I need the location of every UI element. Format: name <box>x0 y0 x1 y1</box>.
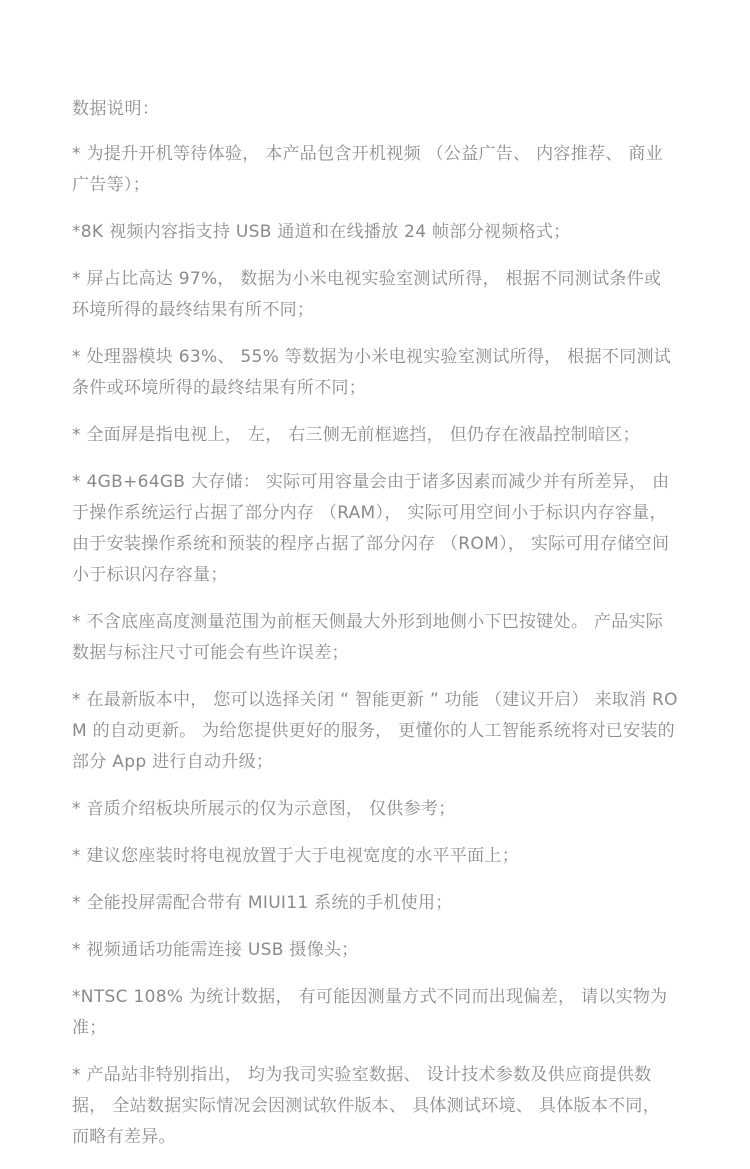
note-screen-cast: * 全能投屏需配合带有 MIUI11 系统的手机使用； <box>72 893 453 913</box>
note-lab-data: * 产品站非特别指出， 均为我司实验室数据、 设计技术参数及供应商提供数据， 全站数据实际情况会因测试软件版本、 具体测试环境、 具体版本不同， 而略有差异。 <box>72 1065 661 1147</box>
note-storage: * 4GB+64GB 大存储： 实际可用容量会由于诸多因素而减少并有所差异， 由于操作系统运行占据了部分内存 （RAM）， 实际可用空间小于标识内存容量， 由于安装操作系统和预装的程序占据了部分闪存 （ROM）， 实际可用存储空间小于标识闪存容量； <box>72 472 670 585</box>
note-8k-video: *8K 视频内容指支持 USB 通道和在线播放 24 帧部分视频格式； <box>72 222 571 242</box>
note-screen-ratio: * 屏占比高达 97%， 数据为小米电视实验室测试所得， 根据不同测试条件或环境所得的最终结果有所不同； <box>72 269 662 320</box>
note-ntsc: *NTSC 108% 为统计数据， 有可能因测量方式不同而出现偏差， 请以实物为准； <box>72 987 668 1038</box>
note-full-screen: * 全面屏是指电视上， 左， 右三侧无前框遮挡， 但仍存在液晶控制暗区； <box>72 425 640 445</box>
note-processor: * 处理器模块 63%、 55% 等数据为小米电视实验室测试所得， 根据不同测试条件或环境所得的最终结果有所不同； <box>72 347 672 398</box>
note-video-call: * 视频通话功能需连接 USB 摄像头； <box>72 940 359 960</box>
note-dimensions: * 不含底座高度测量范围为前框天侧最大外形到地侧小下巴按键处。 产品实际数据与标注尺寸可能会有些许误差； <box>72 612 664 663</box>
note-smart-update: * 在最新版本中， 您可以选择关闭 “ 智能更新 ” 功能 （建议开启） 来取消 ROM 的自动更新。 为给您提供更好的服务， 更懂你的人工智能系统将对已安装的部分 App 进行自动升级； <box>72 690 678 772</box>
note-boot-video: * 为提升开机等待体验， 本产品包含开机视频 （公益广告、 内容推荐、 商业广告等）； <box>72 144 663 195</box>
note-audio: * 音质介绍板块所展示的仅为示意图， 仅供参考； <box>72 799 456 819</box>
data-notes-section <box>72 95 678 1169</box>
section-heading: 数据说明： <box>72 99 160 119</box>
note-mounting: * 建议您座装时将电视放置于大于电视宽度的水平平面上； <box>72 846 520 866</box>
